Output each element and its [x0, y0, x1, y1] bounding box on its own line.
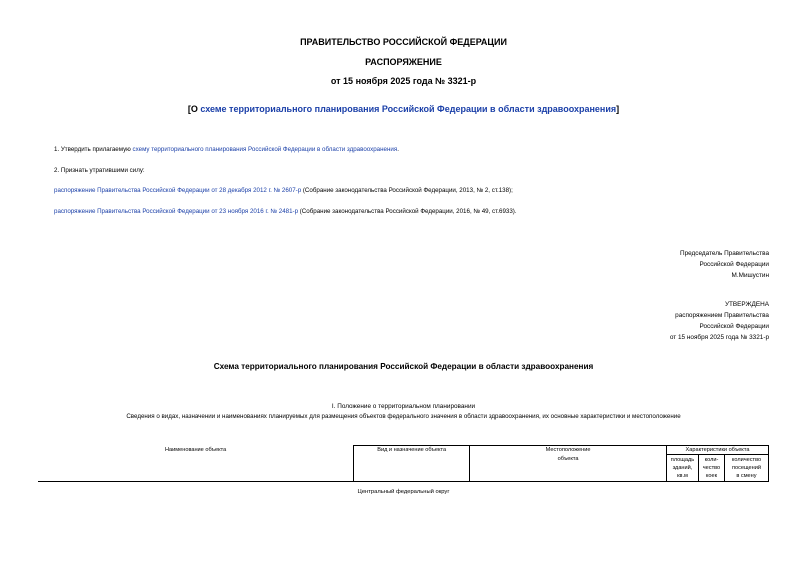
item1-suffix: .: [397, 146, 399, 153]
area-line-1: площадь: [670, 457, 695, 463]
item1-prefix: 1. Утвердить прилагаемую: [54, 146, 133, 153]
signature-name: М.Мишустин: [731, 272, 769, 279]
table-header-row: [38, 446, 769, 455]
beds-line-3: коек: [705, 473, 718, 479]
district-row-label: Центральный федеральный округ: [357, 489, 450, 495]
paragraph-item-1: [54, 146, 399, 153]
signature-country: Российской Федерации: [699, 261, 769, 268]
approval-block: [670, 299, 769, 343]
reference-source-2012: (Собрание законодательства Российской Федерации, 2013, № 2, ст.138);: [301, 187, 513, 194]
visits-line-3: в смену: [736, 473, 757, 479]
paragraph-item-2: 2. Признать утратившими силу:: [54, 167, 145, 174]
area-line-3: кв.м: [677, 473, 688, 479]
column-header-characteristics: Характеристики объекта: [666, 446, 768, 455]
reference-source-2016: (Собрание законодательства Российской Федерации, 2016, № 49, ст.6933).: [298, 208, 517, 215]
title-bracket-close: ]: [616, 104, 620, 114]
subheader-beds: [698, 455, 724, 482]
approval-country: Российской Федерации: [699, 323, 769, 330]
objects-table: [38, 445, 769, 482]
subheader-visits: [724, 455, 768, 482]
reference-link-2016[interactable]: распоряжение Правительства Российской Федерации от 23 ноября 2016 г. № 2481-р: [54, 208, 299, 215]
visits-line-1: количество: [731, 457, 762, 463]
column-header-location: [470, 446, 667, 482]
section-heading: I. Положение о территориальном планировании: [331, 403, 476, 410]
repeal-reference-2: [54, 208, 517, 215]
government-heading: ПРАВИТЕЛЬСТВО РОССИЙСКОЙ ФЕДЕРАЦИИ: [300, 37, 507, 47]
document-type: РАСПОРЯЖЕНИЕ: [365, 57, 442, 67]
beds-line-2: чество: [702, 465, 721, 471]
approval-by: распоряжением Правительства: [675, 312, 769, 319]
subheader-area: [666, 455, 698, 482]
beds-line-1: коли-: [704, 457, 719, 463]
column-header-name: Наименование объекта: [38, 446, 354, 482]
section-subtitle: Сведения о видах, назначении и наименованиях планируемых для размещения объектов федерального значения в области здравоохранения, их основные характеристики и местоположение: [126, 413, 681, 420]
signature-position: Председатель Правительства: [680, 250, 769, 257]
item1-scheme-link[interactable]: схему территориального планирования Российской Федерации в области здравоохранения: [132, 146, 398, 153]
title-bracket-open: [О: [187, 104, 201, 114]
location-line-1: Местоположение: [545, 447, 591, 453]
approval-date: от 15 ноября 2025 года № 3321-р: [669, 334, 769, 341]
approval-heading: УТВЕРЖДЕНА: [724, 301, 769, 308]
area-line-2: зданий,: [672, 465, 693, 471]
column-header-kind: Вид и назначение объекта: [354, 446, 470, 482]
reference-link-2012[interactable]: распоряжение Правительства Российской Федерации от 28 декабря 2012 г. № 2607-р: [54, 187, 302, 194]
signature-block: [680, 248, 769, 281]
title-link[interactable]: схеме территориального планирования Российской Федерации в области здравоохранения: [200, 104, 617, 114]
visits-line-2: посещений: [731, 465, 761, 471]
repeal-reference-1: [54, 187, 513, 194]
scheme-title: Схема территориального планирования Российской Федерации в области здравоохранения: [213, 362, 594, 371]
document-date: от 15 ноября 2025 года № 3321-р: [330, 76, 477, 86]
location-line-2: объекта: [557, 456, 579, 462]
document-title: [0, 104, 807, 114]
